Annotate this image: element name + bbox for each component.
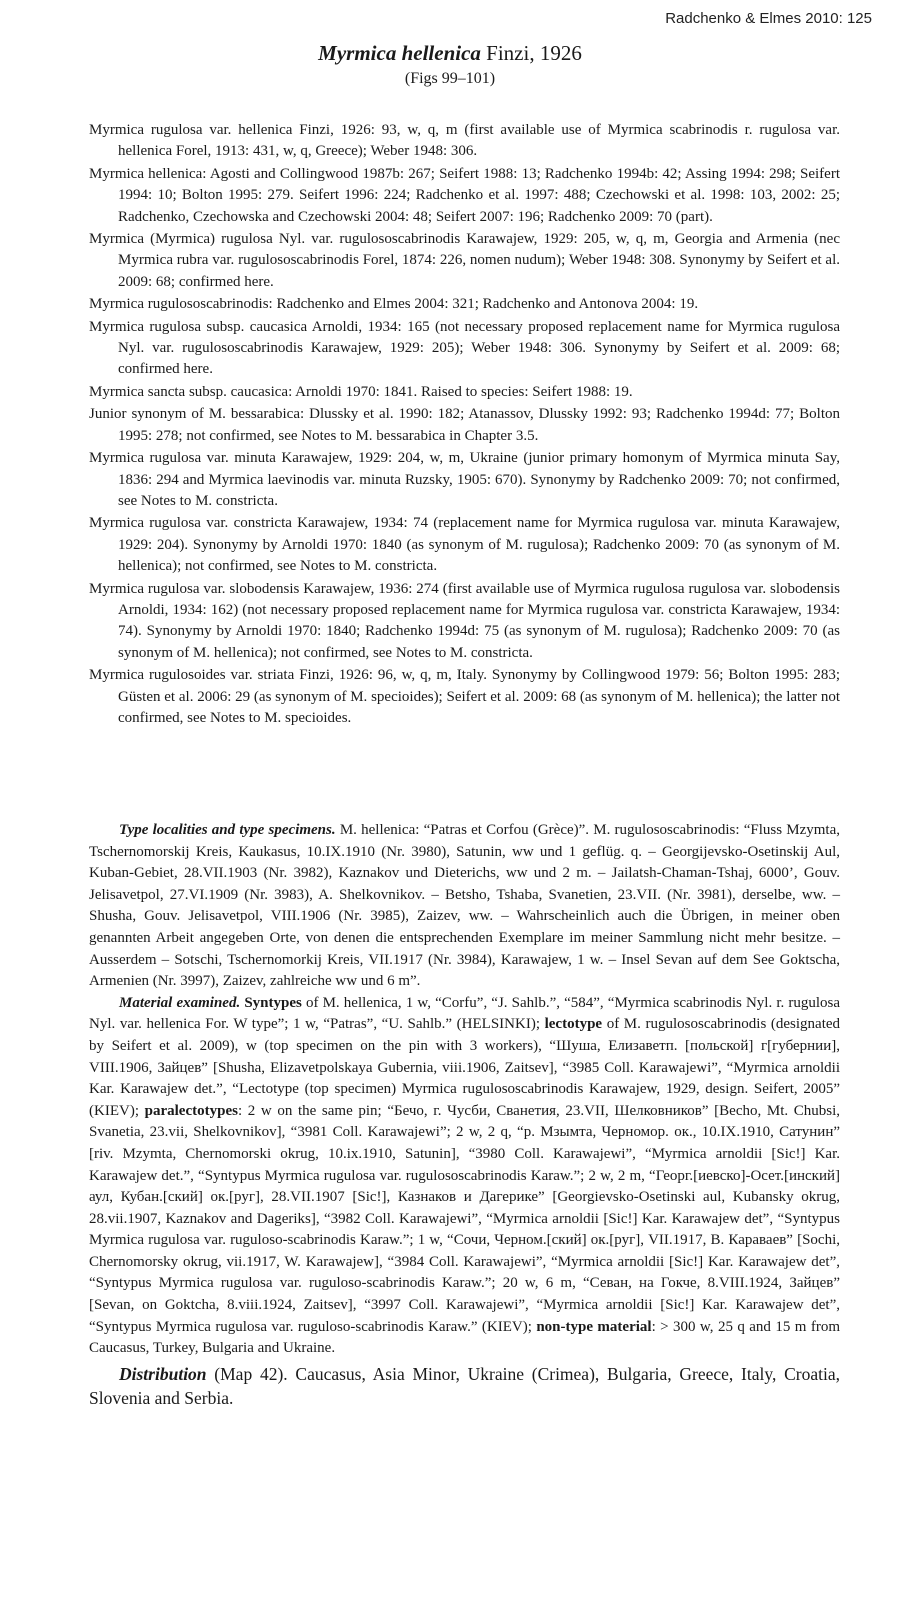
species-author: Finzi, 1926 [486,41,582,65]
type-localities-heading: Type localities and type specimens. [119,822,336,838]
type-localities-paragraph [89,820,840,993]
running-head: Radchenko & Elmes 2010: 125 [665,10,872,27]
non-type-material-label: non-type material [536,1318,652,1335]
material-examined-heading: Material examined. [119,994,241,1011]
synonymy-entry: Myrmica rugulosa subsp. caucasica Arnoldi, 1934: 165 (not necessary proposed replacement name for Myrmica rugulosa Nyl. var. rugulososcabrinodis Karawajew, 1929: 205); Weber 1948: 306. Synonymy by Seifert et al. 2009: 68; confirmed here. [89,318,840,378]
synonymy-entry: Myrmica rugulosa var. slobodensis Karawajew, 1936: 274 (first available use of Myrmica rugulosa rugulosa var. slobodensis Arnoldi, 1934: 162) (not necessary proposed replacement name for Myrmica rugulosa var. constricta Karawajew, 1934: 74). Synonymy by Arnoldi 1970: 1840; Radchenko 1994d: 75 (as synonym of M. rugulosa); Radchenko 2009: 70 (as synonym of M. hellenica); not confirmed, see Notes to M. constricta. [89,580,840,661]
lectotype-label: lectotype [544,1016,603,1033]
material-text-syntypes: of M. hellenica, 1 w, “Corfu”, “J. Sahlb.”, “584”, “Myrmica scabrinodis Nyl. r. rugulosa Nyl. var. hellenica For. W type”; 1 w, “Patras”, “U. Sahlb.” (HELSINKI); [89,994,841,1033]
synonymy-entry: Myrmica rugulosa var. hellenica Finzi, 1926: 93, w, q, m (first available use of Myrmica scabrinodis r. rugulosa var. hellenica Forel, 1913: 431, w, q, Greece); Weber 1948: 306. [89,122,840,160]
material-text-non-type: : > 300 w, 25 q and 15 m from Caucasus, Turkey, Bulgaria and Ukraine. [89,1318,840,1357]
synonymy-entry: Myrmica sancta subsp. caucasica: Arnoldi 1970: 1841. Raised to species: Seifert 1988: 19. [89,383,633,400]
syntypes-label: Syntypes [244,994,302,1011]
distribution-text: (Map 42). Caucasus, Asia Minor, Ukraine (Crimea), Bulgaria, Greece, Italy, Croatia, Slovenia and Serbia. [89,1363,840,1408]
synonymy-entry: Myrmica rugulososcabrinodis: Radchenko and Elmes 2004: 321; Radchenko and Antonova 2004: 19. [89,296,699,313]
distribution-heading: Distribution [119,1363,207,1384]
synonymy-entry: Myrmica (Myrmica) rugulosa Nyl. var. rugulososcabrinodis Karawajew, 1929: 205, w, q, m, Georgia and Armenia (nec Myrmica rubra var. rugulososcabrinodis Forel, 1874: 226, nomen nudum); Weber 1948: 308. Synonymy by Seifert et al. 2009: 68; confirmed here. [89,231,840,290]
paralectotypes-label: paralectotypes [144,1102,238,1119]
species-name: Myrmica hellenica [318,41,481,65]
title-block [0,40,900,90]
material-text-paralectotypes: : 2 w on the same pin; “Бечо, г. Чусби, Сванетия, 23.VII, Шелковников” [Becho, Mt. Chubsi, Svanetia, 23.vii, Shelkovnikov], “3981 Coll. Karawajewi”; 2 w, 2 q, “р. Мзымта, Черномор. ок., 10.IX.1910, Сатунин” [riv. Mzymta, Chernomorski okrug, 10.ix.1910, Satunin], “3980 Coll. Karawajewi”, “Myrmica arnoldii [Sic!] Kar. Karawajew det.”, “Syntypus Myrmica rugulosa var. rugulososcabrinodis Karaw.”; 2 w, 2 m, “Георг.[иевско]-Осет.[инский] аул, Кубан.[ский] ок.[руг], 28.VII.1907 [Sic!], Казнаков и Дагерике” [Georgievsko-Osetinski aul, Kubansky okrug, 28.vii.1907, Kaznakov and Dageriks], “3982 Coll. Karawajewi”, “Myrmica arnoldii [Sic!] Kar. Karawajew det”, “Syntypus Myrmica rugulosa var. ruguloso-scabrinodis Karaw.”; 1 w, “Сочи, Черном.[ский] ок.[руг], VII.1917, В. Караваев” [Sochi, Chernomorsky okrug, vii.1917, W. Karawajew], “3984 Coll. Karawajewi”, “Myrmica arnoldii [Sic!] Kar. Karawajew det”, “Syntypus Myrmica rugulosa var. ruguloso-scabrinodis Karaw.”; 20 w, 6 m, “Севан, на Гокче, 8.VIII.1924, Зайцев” [Sevan, on Goktcha, 8.viii.1924, Zaitsev], “3997 Coll. Karawajewi”, “Myrmica arnoldii [Sic!] Kar. Karawajew det”, “Syntypus Myrmica rugulosa var. ruguloso-scabrinodis Karaw.” (KIEV); [89,1102,840,1335]
synonymy-entry: Myrmica hellenica: Agosti and Collingwood 1987b: 267; Seifert 1988: 13; Radchenko 1994b: 42; Assing 1994: 298; Seifert 1994: 10; Bolton 1995: 279. Seifert 1996: 224; Radchenko et al. 1997: 488; Czechowski et al. 1998: 103, 2002: 25; Radchenko, Czechowska and Czechowski 2004: 48; Seifert 2007: 196; Radchenko 2009: 70 (part). [89,165,840,225]
type-localities-text: M. hellenica: “Patras et Corfou (Grèce)”. M. rugulososcabrinodis: “Fluss Mzymta, Tschernomorskij Kreis, Kaukasus, 10.IX.1910 (Nr. 3980), Satunin, ww und 1 geflüg. q. – Georgijevsko-Osetinskij Aul, Kuban-Gebiet, 28.VII.1903 (Nr. 3982), Kaznakov und Dieterichs, ww und 2 m. – Jailatsh-Chaman-Tshaj, 6000’, Gouv. Jelisavetpol, 27.VI.1909 (Nr. 3983), A. Shelkovnikov. – Betsho, Tshaba, Svanetien, 23.VII. (Nr. 3981), derselbe, ww. – Shusha, Gouv. Jelisavetpol, VIII.1906 (Nr. 3985), Zaizev, ww. – Wahrscheinlich auch die Übrigen, in meiner oben genannten Arbeit angegeben Orte, von denen die entsprechenden Exemplare im meiner Sammlung nicht mehr besitze. – Ausserdem – Sotschi, Tschernomorkij Kreis, VII.1917 (Nr. 3984), Karawajew, 1 w. – Insel Sevan auf dem See Goktscha, Armenien (Nr. 3997), Zaizev, zahlreiche ww und 6 m”. [89,822,841,990]
synonymy-list [89,120,840,730]
figure-reference: (Figs 99–101) [404,70,496,87]
species-title [0,40,900,66]
body-text [89,820,840,1410]
synonymy-entry: Myrmica rugulosoides var. striata Finzi, 1926: 96, w, q, m, Italy. Synonymy by Collingwood 1979: 56; Bolton 1995: 283; Güsten et al. 2006: 29 (as synonym of M. specioides); Seifert et al. 2009: 68 (as synonym of M. hellenica); the latter not confirmed, see Notes to M. specioides. [89,667,840,726]
synonymy-entry: Myrmica rugulosa var. constricta Karawajew, 1934: 74 (replacement name for Myrmica rugulosa var. minuta Karawajew, 1929: 204). Synonymy by Arnoldi 1970: 1840 (as synonym of M. rugulosa); Radchenko 2009: 70 (as synonym of M. hellenica); not confirmed, see Notes to M. constricta. [89,515,840,575]
material-examined-paragraph [89,993,840,1360]
synonymy-entry: Junior synonym of M. bessarabica: Dlussky et al. 1990: 182; Atanassov, Dlussky 1992: 93; Radchenko 1994d: 77; Bolton 1995: 278; not confirmed, see Notes to M. bessarabica in Chapter 3.5. [89,406,840,444]
material-text-lectotype: of M. rugulososcabrinodis (designated by Seifert et al. 2009), w (top specimen on the pin with 3 workers), “Шуша, Елизаветп. [польской] г[губернии], VIII.1906, Зайцев” [Shusha, Elizavetpolskaya Gubernia, viii.1906, Zaitsev], “3985 Coll. Karawajewi”, “Myrmica arnoldii Kar. Karawajew det.”, “Lectotype (top specimen) Myrmica rugulososcabrinodis Karawajew, 1929, design. Seifert, 2005” (KIEV); [89,1016,841,1119]
distribution-paragraph [89,1362,840,1410]
synonymy-entry: Myrmica rugulosa var. minuta Karawajew, 1929: 204, w, m, Ukraine (junior primary homonym of Myrmica minuta Say, 1836: 294 and Myrmica laevinodis var. minuta Ruzsky, 1905: 670). Synonymy by Radchenko 2009: 70; not confirmed, see Notes to M. constricta. [89,450,840,509]
